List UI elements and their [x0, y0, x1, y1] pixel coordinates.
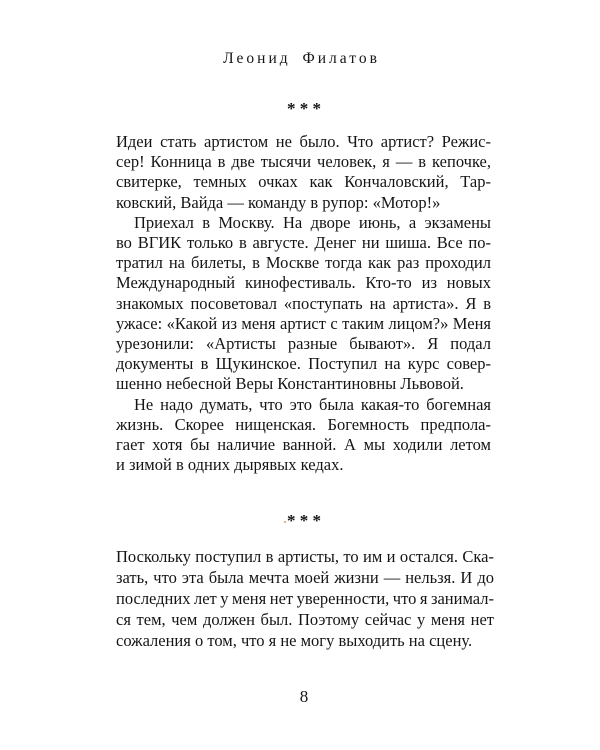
paragraph [116, 132, 491, 213]
paragraph-line: свитерке, темных очках как Кончаловский, Тар- [116, 172, 491, 192]
paragraph-line: Международный кинофестиваль. Кто-то из новых [116, 273, 491, 293]
paragraph [116, 395, 491, 476]
paragraph-line: и зимой в одних дырявых кедах. [116, 455, 344, 475]
paragraph-line: последних лет у меня нет уверенности, что я занимал- [116, 589, 494, 608]
paragraph [116, 546, 494, 651]
paragraph-line: гает хотя бы наличие ванной. А мы ходили летом [116, 435, 491, 455]
paragraph-line: документы в Щукинское. Поступил на курс совер- [116, 354, 491, 374]
paragraph-line: знакомых посоветовал «поступать на артиста». Я в [116, 293, 491, 313]
paragraph-line: жизнь. Скорее нищенская. Богемность предпола- [116, 414, 491, 434]
paragraph-line: сер! Конница в две тысячи человек, я — в кепочке, [116, 152, 491, 172]
paragraph [116, 213, 491, 395]
paragraph-line: Идеи стать артистом не было. Что артист? Режис- [116, 132, 491, 151]
section-separator: * * * [287, 511, 321, 530]
page-number: 8 [299, 687, 309, 706]
paragraph-line: ковский, Вайда — команду в рупор: «Мотор!» [116, 192, 441, 212]
paragraph-line: урезонили: «Артисты разные бывают». Я подал [116, 334, 491, 354]
paragraph-line: сожаления о том, что я не могу выходить на сцену. [116, 631, 473, 650]
paragraph-line: Поскольку поступил в артисты, то им и остался. Ска- [116, 547, 494, 566]
paragraph-line: во ВГИК только в августе. Денег ни шиша. Все по- [116, 233, 491, 253]
paragraph-line: Приехал в Москву. На дворе июнь, а экзамены [134, 212, 491, 232]
running-header: Леонид Филатов [223, 50, 380, 67]
section-separator: * * * [287, 99, 321, 118]
paragraph-line: шенно небесной Веры Константиновны Львовой. [116, 374, 464, 394]
paragraph-line: ся тем, чем должен был. Поэтому сейчас у меня нет [116, 610, 494, 629]
paragraph-line: тратил на билеты, в Москве тогда как раз проходил [116, 253, 491, 273]
paragraph-line: ужасе: «Какой из меня артист с таким лицом?» Меня [116, 313, 491, 333]
text-block [116, 546, 494, 651]
text-block [116, 132, 491, 475]
paragraph-line: Не надо думать, что это была какая-то богемная [134, 394, 491, 414]
paragraph-line: зать, что эта была мечта моей жизни — нельзя. И до [116, 568, 494, 587]
